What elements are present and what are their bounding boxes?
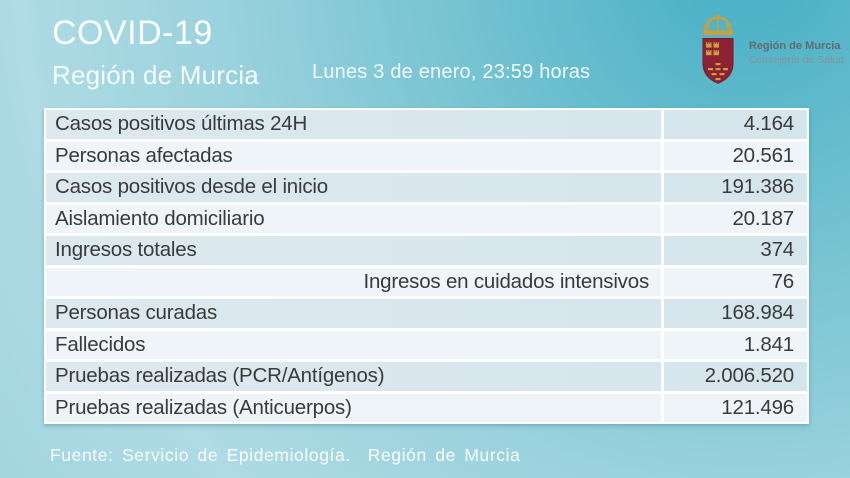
stat-label: Pruebas realizadas (Anticuerpos) bbox=[55, 395, 352, 419]
stat-label: Personas afectadas bbox=[55, 143, 233, 167]
stat-value: 76 bbox=[661, 268, 807, 297]
table-row bbox=[46, 142, 807, 171]
stat-value: 168.984 bbox=[661, 299, 807, 328]
table-row bbox=[46, 299, 807, 328]
table-row bbox=[46, 236, 807, 265]
stat-label: Fallecidos bbox=[55, 332, 146, 356]
table-row bbox=[46, 205, 807, 234]
stat-value: 4.164 bbox=[661, 110, 807, 139]
stat-label: Personas curadas bbox=[55, 301, 218, 325]
logo-text bbox=[749, 40, 844, 67]
stat-value: 1.841 bbox=[661, 331, 807, 360]
logo-org-name: Región de Murcia bbox=[748, 40, 841, 52]
stat-label: Ingresos totales bbox=[55, 238, 197, 262]
source-note: Fuente: Servicio de Epidemiología. Región de Murcia bbox=[50, 445, 521, 465]
stat-label: Casos positivos últimas 24H bbox=[55, 112, 308, 136]
murcia-coat-of-arms-icon bbox=[695, 13, 741, 87]
stat-label: Casos positivos desde el inicio bbox=[55, 175, 328, 199]
stat-value: 20.187 bbox=[661, 205, 807, 234]
logo-dept-name: Consejería de Salud bbox=[748, 53, 844, 66]
stat-value: 374 bbox=[661, 236, 807, 265]
stat-label: Pruebas realizadas (PCR/Antígenos) bbox=[55, 364, 385, 388]
stat-value: 20.561 bbox=[661, 142, 807, 171]
table-row bbox=[46, 394, 807, 423]
table-row bbox=[46, 268, 807, 297]
stat-value: 191.386 bbox=[661, 173, 807, 202]
title-block bbox=[52, 16, 259, 91]
report-datetime: Lunes 3 de enero, 23:59 horas bbox=[312, 61, 591, 83]
stat-value: 2.006.520 bbox=[661, 362, 807, 391]
stat-label: Ingresos en cuidados intensivos bbox=[363, 269, 649, 293]
table-row bbox=[46, 110, 807, 139]
stat-value: 121.496 bbox=[661, 394, 807, 423]
covid-stats-table bbox=[44, 108, 809, 424]
stat-label: Aislamiento domiciliario bbox=[55, 206, 265, 230]
table-row bbox=[46, 173, 807, 202]
table-row bbox=[46, 331, 807, 360]
page-title: COVID-19 bbox=[52, 14, 213, 52]
table-row bbox=[46, 362, 807, 391]
page-subtitle: Región de Murcia bbox=[52, 60, 259, 90]
region-murcia-logo bbox=[695, 13, 844, 87]
